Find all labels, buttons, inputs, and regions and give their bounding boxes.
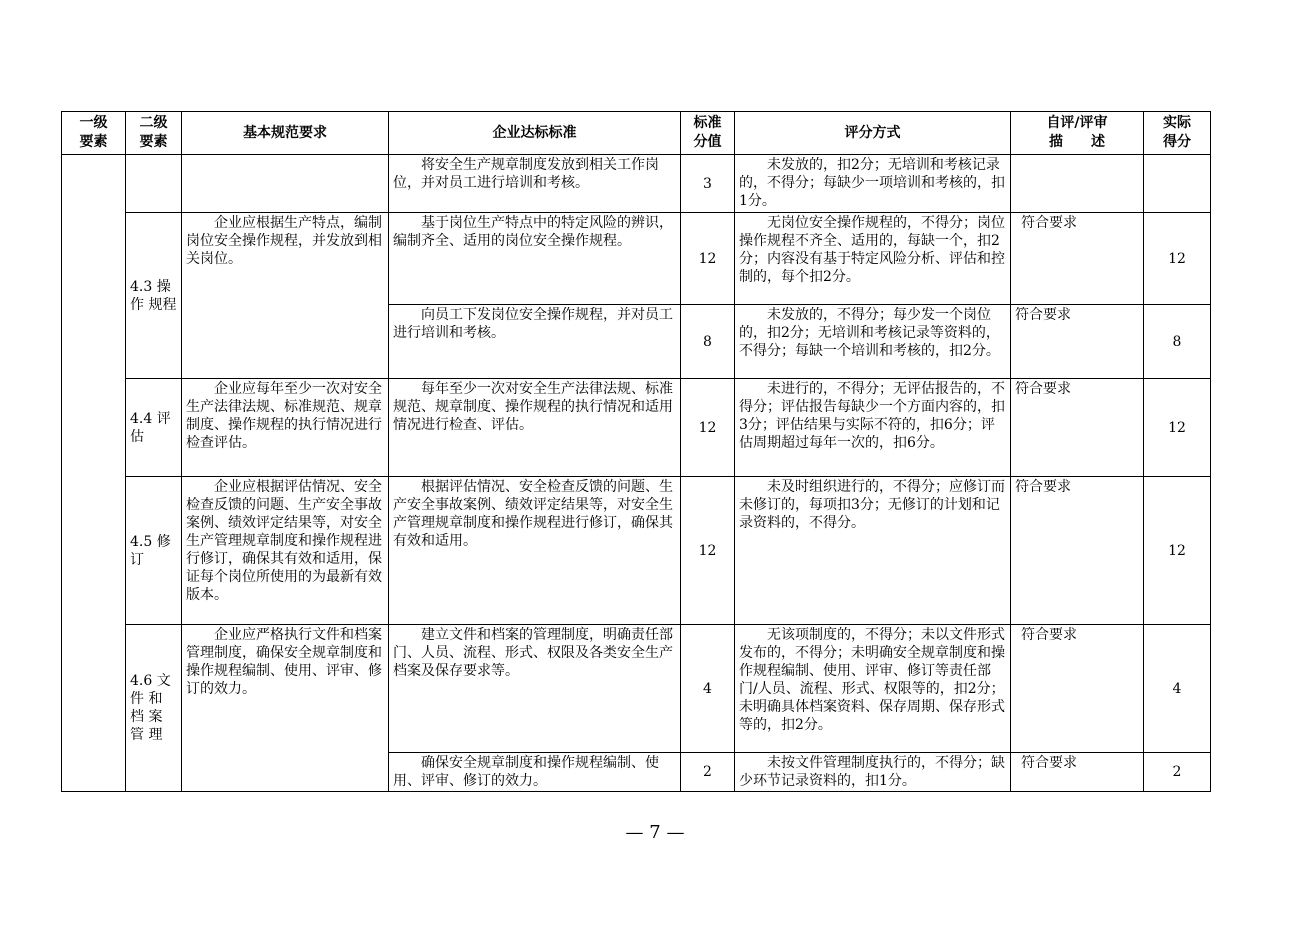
header-level1: 一级 要素 — [62, 112, 126, 155]
table-row — [62, 477, 1211, 625]
method-cell: 未按文件管理制度执行的，不得分；缺少环节记录资料的，扣1分。 — [735, 753, 1011, 792]
level1-cell — [62, 155, 126, 792]
method-cell: 未及时组织进行的，不得分；应修订而未修订的，每项扣3分；无修订的计划和记录资料的，不得分。 — [735, 477, 1011, 625]
actual-score-cell — [1144, 155, 1211, 213]
actual-score-cell: 4 — [1144, 625, 1211, 753]
evaluation-cell: 符合要求 — [1011, 305, 1144, 379]
requirement-cell: 企业应根据评估情况、安全检查反馈的问题、生产安全事故案例、绩效评定结果等，对安全生产管理规章制度和操作规程进行修订，确保其有效和适用，保证每个岗位所使用的为最新有效版本。 — [182, 477, 389, 625]
header-actual: 实际 得分 — [1144, 112, 1211, 155]
standards-table — [61, 111, 1211, 792]
score-cell: 8 — [681, 305, 735, 379]
header-evaluation: 自评/评审 描 述 — [1011, 112, 1144, 155]
method-cell: 未发放的，扣2分；无培训和考核记录的，不得分；每缺少一项培训和考核的，扣1分。 — [735, 155, 1011, 213]
standard-cell: 确保安全规章制度和操作规程编制、使用、评审、修订的效力。 — [389, 753, 681, 792]
standard-cell: 每年至少一次对安全生产法律法规、标准规范、规章制度、操作规程的执行情况和适用情况进行检查、评估。 — [389, 379, 681, 477]
actual-score-cell: 12 — [1144, 379, 1211, 477]
method-cell: 未发放的，不得分；每少发一个岗位的，扣2分；无培训和考核记录等资料的，不得分；每缺一个培训和考核的，扣2分。 — [735, 305, 1011, 379]
table-row — [62, 379, 1211, 477]
score-cell: 3 — [681, 155, 735, 213]
table-row — [62, 155, 1211, 213]
level2-cell: 4.4 评估 — [126, 379, 182, 477]
table-row — [62, 625, 1211, 753]
method-cell: 无该项制度的，不得分；未以文件形式发布的，不得分；未明确安全规章制度和操作规程编制、使用、评审、修订等责任部门/人员、流程、形式、权限等的，扣2分；未明确具体档案资料、保存周期、保存形式等的，扣2分。 — [735, 625, 1011, 753]
requirement-cell: 企业应严格执行文件和档案管理制度，确保安全规章制度和操作规程编制、使用、评审、修订的效力。 — [182, 625, 389, 792]
header-level2: 二级 要素 — [126, 112, 182, 155]
requirement-cell: 企业应每年至少一次对安全生产法律法规、标准规范、规章制度、操作规程的执行情况进行检查评估。 — [182, 379, 389, 477]
score-cell: 12 — [681, 477, 735, 625]
actual-score-cell: 12 — [1144, 477, 1211, 625]
level2-cell — [126, 155, 182, 213]
standard-cell: 向员工下发岗位安全操作规程，并对员工进行培训和考核。 — [389, 305, 681, 379]
standard-cell: 建立文件和档案的管理制度，明确责任部门、人员、流程、形式、权限及各类安全生产档案及保存要求等。 — [389, 625, 681, 753]
actual-score-cell: 8 — [1144, 305, 1211, 379]
score-cell: 12 — [681, 379, 735, 477]
method-cell: 无岗位安全操作规程的，不得分；岗位操作规程不齐全、适用的，每缺一个，扣2分；内容没有基于特定风险分析、评估和控制的，每个扣2分。 — [735, 213, 1011, 305]
header-score: 标准 分值 — [681, 112, 735, 155]
header-requirement: 基本规范要求 — [182, 112, 389, 155]
actual-score-cell: 2 — [1144, 753, 1211, 792]
evaluation-cell: 符合要求 — [1011, 379, 1144, 477]
method-cell: 未进行的，不得分；无评估报告的，不得分；评估报告每缺少一个方面内容的，扣3分；评估结果与实际不符的，扣6分；评估周期超过每年一次的，扣6分。 — [735, 379, 1011, 477]
header-standard: 企业达标标准 — [389, 112, 681, 155]
standard-cell: 基于岗位生产特点中的特定风险的辨识，编制齐全、适用的岗位安全操作规程。 — [389, 213, 681, 305]
requirement-cell — [182, 155, 389, 213]
level2-cell: 4.6 文 件 和 档 案 管 理 — [126, 625, 182, 792]
header-method: 评分方式 — [735, 112, 1011, 155]
actual-score-cell: 12 — [1144, 213, 1211, 305]
score-cell: 2 — [681, 753, 735, 792]
standard-cell: 根据评估情况、安全检查反馈的问题、生产安全事故案例、绩效评定结果等，对安全生产管理规章制度和操作规程进行修订，确保其有效和适用。 — [389, 477, 681, 625]
page-number: — 7 — — [625, 822, 685, 843]
evaluation-cell — [1011, 155, 1144, 213]
level2-cell: 4.5 修订 — [126, 477, 182, 625]
evaluation-cell: 符合要求 — [1011, 213, 1144, 305]
standard-cell: 将安全生产规章制度发放到相关工作岗位，并对员工进行培训和考核。 — [389, 155, 681, 213]
score-cell: 4 — [681, 625, 735, 753]
level2-cell: 4.3 操 作 规程 — [126, 213, 182, 379]
table-row — [62, 213, 1211, 305]
requirement-cell: 企业应根据生产特点，编制岗位安全操作规程，并发放到相关岗位。 — [182, 213, 389, 379]
evaluation-cell: 符合要求 — [1011, 625, 1144, 753]
evaluation-cell: 符合要求 — [1011, 753, 1144, 792]
evaluation-cell: 符合要求 — [1011, 477, 1144, 625]
header-row — [62, 112, 1211, 155]
score-cell: 12 — [681, 213, 735, 305]
